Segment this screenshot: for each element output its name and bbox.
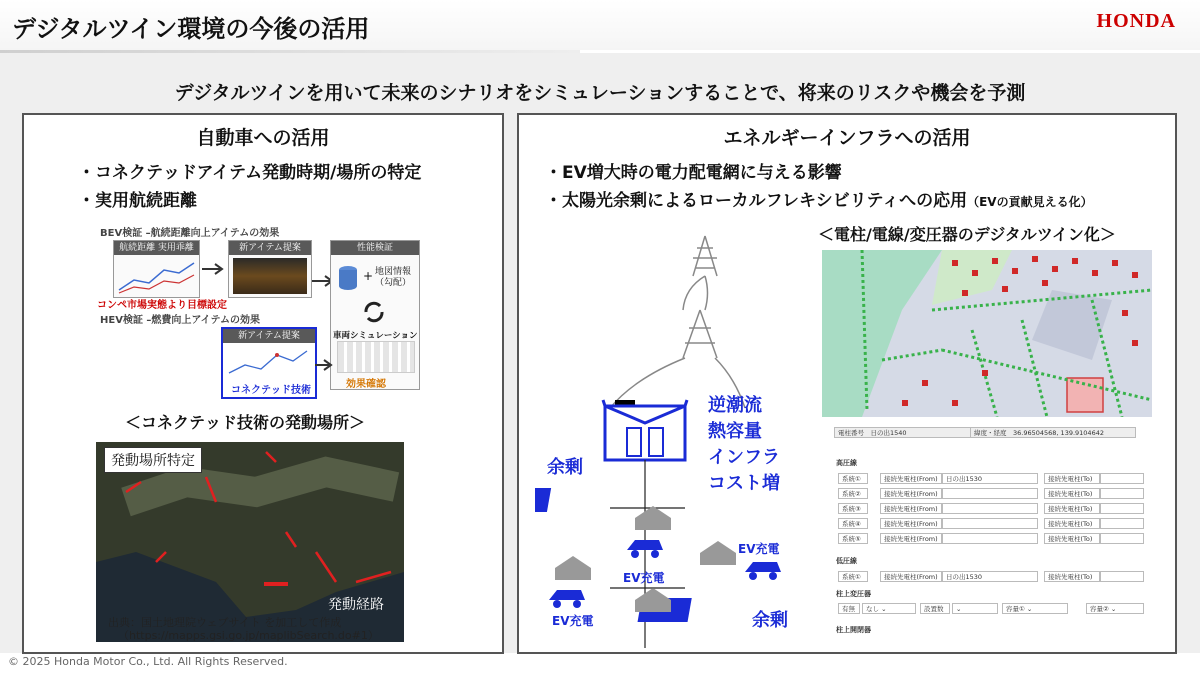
to-input-1[interactable] — [1100, 473, 1144, 484]
hev-new-item-header: 新アイテム提案 — [223, 329, 315, 343]
capacity1-label: 容量① — [1006, 605, 1025, 613]
map-info-label: 地図情報 （勾配） — [375, 267, 412, 288]
risk-labels — [708, 393, 780, 497]
plus-sign: + — [363, 269, 374, 283]
performance-header: 性能検証 — [331, 241, 419, 255]
range-chart-icon — [114, 255, 199, 297]
cost-increase-label: コスト増 — [708, 473, 780, 494]
energy-bullet-2-text: ・太陽光余剰によるローカルフレキシビリティへの応用 — [545, 191, 968, 211]
system-label-1: 系統① — [838, 473, 868, 484]
connected-map-title: ＜コネクテッド技術の発動場所＞ — [125, 413, 366, 432]
performance-box — [330, 240, 420, 390]
exist-select-value: なし — [866, 605, 879, 613]
latlng-label: 緯度・経度 — [974, 429, 1007, 437]
gis-map — [822, 250, 1152, 417]
infrastructure-label: インフラ — [708, 447, 780, 468]
gis-map-image — [822, 250, 1152, 417]
to-label-4: 接続先電柱(To) — [1044, 518, 1100, 529]
connected-tech-label: コネクテッド技術 — [231, 385, 311, 396]
connected-chart-icon — [225, 345, 311, 379]
capacity2-label: 容量② — [1090, 605, 1109, 613]
energy-bullet-2 — [545, 186, 1093, 211]
heat-capacity-label: 熱容量 — [708, 421, 762, 442]
pole-attribute-form — [822, 423, 1152, 643]
latlng-value: 36.96504568, 139.9104642 — [1013, 429, 1104, 437]
arrow-icon — [202, 262, 226, 276]
new-item-header: 新アイテム提案 — [229, 241, 311, 255]
system-label-4: 系統④ — [838, 518, 868, 529]
from-input-5[interactable] — [942, 533, 1038, 544]
from-input-1[interactable]: 日の出1530 — [942, 473, 1038, 484]
sim-screen-image — [337, 341, 415, 373]
pole-number-value: 日の出1540 — [870, 429, 907, 437]
to-input-2[interactable] — [1100, 488, 1144, 499]
exist-select[interactable]: なし ⌄ — [862, 603, 916, 614]
automotive-bullet-1: ・コネクテッドアイテム発動時期/場所の特定 — [78, 163, 422, 183]
ev-charge-label-center: EV充電 — [623, 571, 665, 585]
low-to-label: 接続先電柱(To) — [1044, 571, 1100, 582]
to-label-1: 接続先電柱(To) — [1044, 473, 1100, 484]
high-voltage-heading: 高圧線 — [836, 459, 857, 467]
to-label-2: 接続先電柱(To) — [1044, 488, 1100, 499]
pole-number-label: 電柱番号 — [838, 429, 864, 437]
to-input-4[interactable] — [1100, 518, 1144, 529]
bev-label: BEV検証 –航続距離向上アイテムの効果 — [100, 228, 280, 239]
from-label-1: 接続先電柱(From) — [880, 473, 942, 484]
automotive-panel-title: 自動車への活用 — [196, 127, 330, 149]
to-label-3: 接続先電柱(To) — [1044, 503, 1100, 514]
page-title: デジタルツイン環境の今後の活用 — [12, 15, 370, 43]
pole-number-field[interactable] — [834, 427, 974, 438]
low-system-1[interactable]: 系統① — [838, 571, 868, 582]
capacity2-select[interactable]: 容量② ⌄ — [1086, 603, 1144, 614]
from-label-2: 接続先電柱(From) — [880, 488, 942, 499]
vehicle-sim-label: 車両シミュレーション — [333, 331, 418, 341]
low-to-input[interactable] — [1100, 571, 1144, 582]
to-input-5[interactable] — [1100, 533, 1144, 544]
energy-panel-title: エネルギーインフラへの活用 — [723, 127, 971, 149]
reverse-flow-label: 逆潮流 — [708, 395, 762, 416]
new-item-box — [228, 240, 312, 298]
low-from-input[interactable]: 日の出1530 — [942, 571, 1038, 582]
from-input-3[interactable] — [942, 503, 1038, 514]
ev-charge-label-right: EV充電 — [738, 542, 780, 556]
transformer-heading: 柱上変圧器 — [836, 590, 871, 598]
car-interior-image — [233, 258, 307, 294]
to-label-5: 接続先電柱(To) — [1044, 533, 1100, 544]
from-label-5: 接続先電柱(From) — [880, 533, 942, 544]
header — [0, 0, 1200, 50]
from-input-2[interactable] — [942, 488, 1038, 499]
to-input-3[interactable] — [1100, 503, 1144, 514]
count-select[interactable]: ⌄ — [952, 603, 998, 614]
energy-bullet-2-note: （EVの貢献見える化） — [967, 195, 1093, 209]
from-label-3: 接続先電柱(From) — [880, 503, 942, 514]
trigger-route-label: 発動経路 — [328, 597, 384, 613]
hev-label: HEV検証 –燃費向上アイテムの効果 — [100, 315, 261, 326]
from-input-4[interactable] — [942, 518, 1038, 529]
database-icon — [337, 265, 359, 291]
surplus-label-right: 余剰 — [752, 610, 788, 631]
surplus-label-left: 余剰 — [547, 457, 583, 478]
cycle-icon — [361, 299, 387, 325]
ev-charge-label-left: EV充電 — [552, 614, 594, 628]
energy-bullet-1: ・EV増大時の電力配電網に与える影響 — [545, 163, 842, 183]
arrow-icon — [315, 358, 335, 372]
low-from-label: 接続先電柱(From) — [880, 571, 942, 582]
slide-subtitle: デジタルツインを用いて未来のシナリオをシミュレーションすることで、将来のリスクや機会を予測 — [174, 82, 1026, 104]
automotive-bullet-2: ・実用航続距離 — [78, 191, 197, 211]
capacity1-select[interactable]: 容量① ⌄ — [1002, 603, 1068, 614]
low-voltage-heading: 低圧線 — [836, 557, 857, 565]
system-label-3: 系統③ — [838, 503, 868, 514]
switch-heading: 柱上開閉器 — [836, 626, 871, 634]
latlng-field[interactable] — [970, 427, 1136, 438]
satellite-map — [96, 442, 404, 642]
grid-twin-title: ＜電柱/電線/変圧器のデジタルツイン化＞ — [818, 225, 1116, 244]
source-url: （https://mapps.gsi.go.jp/maplibSearch.do#1） — [118, 629, 379, 642]
honda-logo: HONDA — [1096, 10, 1176, 32]
trigger-location-label: 発動場所特定 — [104, 447, 202, 473]
source-note: 出典：国土地理院ウェブサイト を加工して作成 — [108, 616, 342, 629]
range-gap-header: 航続距離 実用乖離 — [114, 241, 199, 255]
effect-check-label: 効果確認 — [346, 379, 386, 390]
count-label: 設置数 — [920, 603, 950, 614]
hev-new-item-box — [221, 327, 317, 399]
compare-label: コンペ市場実態より目標設定 — [97, 300, 227, 311]
system-label-2: 系統② — [838, 488, 868, 499]
range-gap-box — [113, 240, 200, 298]
system-label-5: 系統⑤ — [838, 533, 868, 544]
from-label-4: 接続先電柱(From) — [880, 518, 942, 529]
exist-label: 有無 — [838, 603, 860, 614]
copyright: © 2025 Honda Motor Co., Ltd. All Rights Reserved. — [8, 655, 288, 668]
